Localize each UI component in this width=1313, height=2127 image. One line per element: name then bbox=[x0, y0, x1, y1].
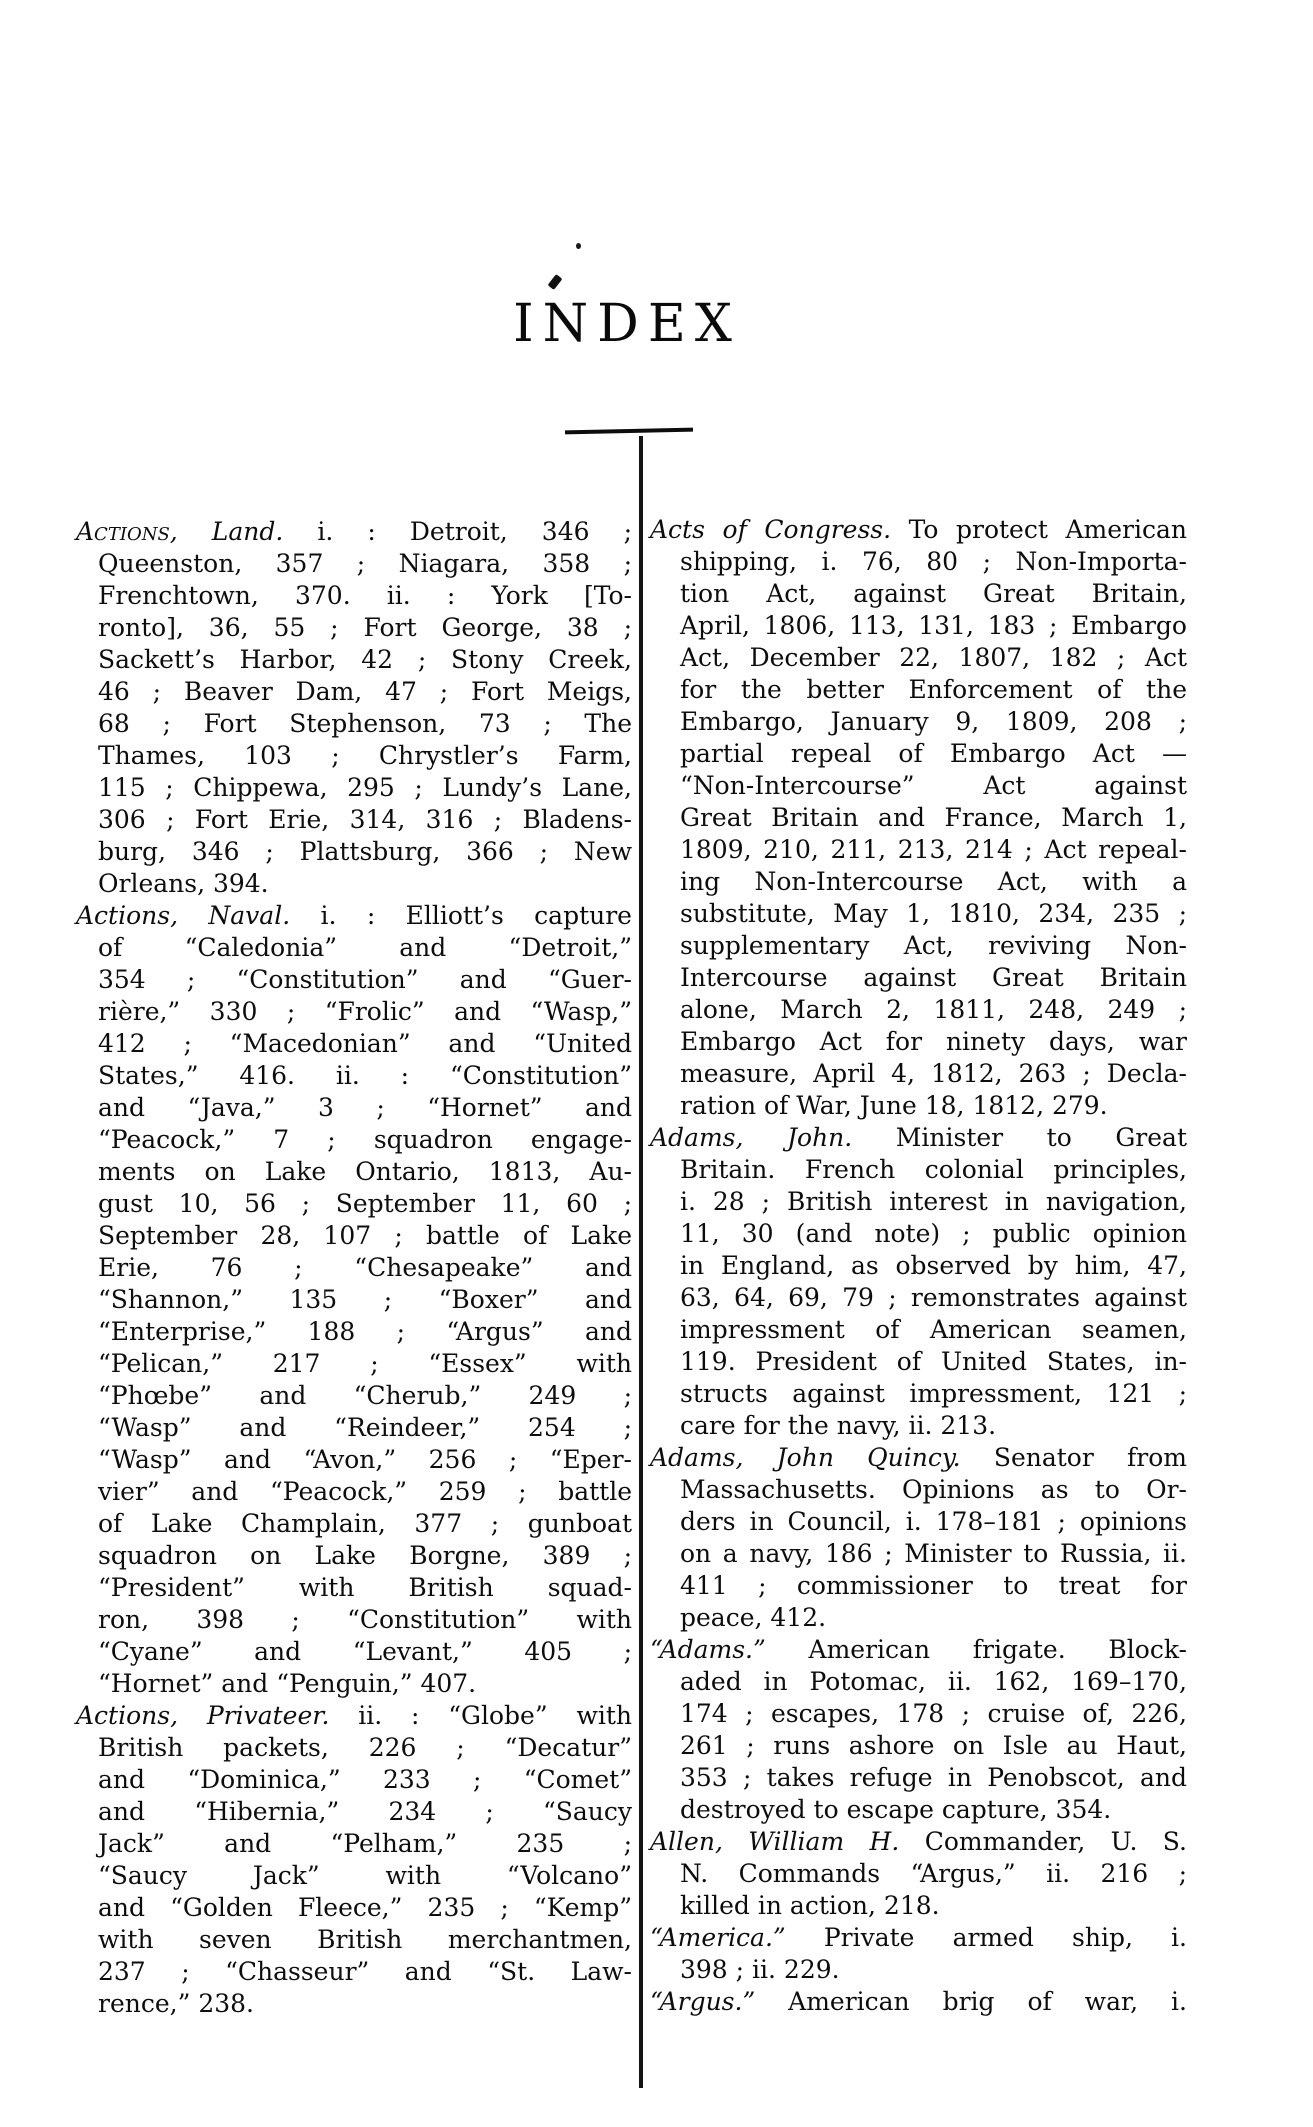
index-line: aded in Potomac, ii. 162, 169–170, bbox=[680, 1667, 1187, 1696]
index-line: rière,” 330 ; “Frolic” and “Wasp,” bbox=[98, 997, 632, 1026]
index-line: ing Non-Intercourse Act, with a bbox=[680, 867, 1187, 896]
index-line: for the better Enforcement of the bbox=[680, 675, 1187, 704]
index-line: and “Hibernia,” 234 ; “Saucy bbox=[98, 1797, 632, 1826]
index-line: ration of War, June 18, 1812, 279. bbox=[680, 1091, 1108, 1120]
index-line: “Non-Intercourse” Act against bbox=[680, 771, 1187, 800]
index-line: British packets, 226 ; “Decatur” bbox=[98, 1733, 632, 1762]
entry-headword: Allen, William H. bbox=[650, 1827, 900, 1856]
index-line: squadron on Lake Borgne, 389 ; bbox=[98, 1541, 632, 1570]
index-line: States,” 416. ii. : “Constitution” bbox=[98, 1061, 632, 1090]
index-entry bbox=[76, 900, 632, 1700]
index-line: ron, 398 ; “Constitution” with bbox=[98, 1605, 632, 1634]
index-line: “America.” Private armed ship, i. bbox=[650, 1923, 1187, 1952]
index-line: 11, 30 (and note) ; public opinion bbox=[680, 1219, 1187, 1248]
index-line: “Shannon,” 135 ; “Boxer” and bbox=[98, 1285, 632, 1314]
page-title: INDEX bbox=[513, 294, 741, 354]
index-entry bbox=[650, 1826, 1187, 1922]
index-line: measure, April 4, 1812, 263 ; Decla- bbox=[680, 1059, 1187, 1088]
index-line: ronto], 36, 55 ; Fort George, 38 ; bbox=[98, 613, 632, 642]
index-line: peace, 412. bbox=[680, 1603, 827, 1632]
index-line: Acts of Congress. To protect American bbox=[650, 515, 1187, 544]
index-line: Thames, 103 ; Chrystler’s Farm, bbox=[98, 741, 632, 770]
index-line: gust 10, 56 ; September 11, 60 ; bbox=[98, 1189, 632, 1218]
entry-headword: “Adams.” bbox=[650, 1635, 766, 1664]
index-column-right bbox=[650, 514, 1187, 2018]
index-line: Actions, Privateer. ii. : “Globe” with bbox=[76, 1701, 632, 1730]
index-line: alone, March 2, 1811, 248, 249 ; bbox=[680, 995, 1187, 1024]
entry-headword: Actions, Privateer. bbox=[76, 1701, 330, 1730]
scan-speck-dot bbox=[576, 243, 581, 249]
index-line: “Wasp” and “Reindeer,” 254 ; bbox=[98, 1413, 632, 1442]
index-entry bbox=[650, 1122, 1187, 1442]
index-entry bbox=[76, 516, 632, 900]
index-line: September 28, 107 ; battle of Lake bbox=[98, 1221, 632, 1250]
index-line: April, 1806, 113, 131, 183 ; Embargo bbox=[680, 611, 1187, 640]
index-line: Actions, Land. i. : Detroit, 346 ; bbox=[76, 517, 632, 546]
index-entry bbox=[650, 514, 1187, 1122]
index-entry bbox=[650, 1442, 1187, 1634]
index-line: Actions, Naval. i. : Elliott’s capture bbox=[76, 901, 632, 930]
index-line: burg, 346 ; Plattsburg, 366 ; New bbox=[98, 837, 632, 866]
index-entry bbox=[650, 1986, 1187, 2018]
index-line: 119. President of United States, in- bbox=[680, 1347, 1187, 1376]
entry-headword: Actions, Naval. bbox=[76, 901, 291, 930]
index-column-left bbox=[76, 516, 632, 2020]
index-line: structs against impressment, 121 ; bbox=[680, 1379, 1187, 1408]
entry-headword: Actions, bbox=[76, 517, 178, 546]
index-line: “President” with British squad- bbox=[98, 1573, 632, 1602]
index-line: partial repeal of Embargo Act — bbox=[680, 739, 1187, 768]
index-line: with seven British merchantmen, bbox=[98, 1925, 632, 1954]
index-line: “Peacock,” 7 ; squadron engage- bbox=[98, 1125, 632, 1154]
index-line: 412 ; “Macedonian” and “United bbox=[98, 1029, 632, 1058]
index-line: Orleans, 394. bbox=[98, 869, 269, 898]
index-line: Act, December 22, 1807, 182 ; Act bbox=[680, 643, 1187, 672]
index-line: 398 ; ii. 229. bbox=[680, 1955, 840, 1984]
index-line: 1809, 210, 211, 213, 214 ; Act repeal- bbox=[680, 835, 1187, 864]
index-line: impressment of American seamen, bbox=[680, 1315, 1187, 1344]
index-line: and “Golden Fleece,” 235 ; “Kemp” bbox=[98, 1893, 632, 1922]
entry-headword: Land. bbox=[211, 517, 284, 546]
index-line: 261 ; runs ashore on Isle au Haut, bbox=[680, 1731, 1187, 1760]
index-line: 174 ; escapes, 178 ; cruise of, 226, bbox=[680, 1699, 1187, 1728]
index-entry bbox=[650, 1634, 1187, 1826]
index-line: Intercourse against Great Britain bbox=[680, 963, 1187, 992]
index-line: and “Java,” 3 ; “Hornet” and bbox=[98, 1093, 632, 1122]
index-line: destroyed to escape capture, 354. bbox=[680, 1795, 1112, 1824]
title-divider-rule bbox=[565, 428, 693, 435]
index-line: “Saucy Jack” with “Volcano” bbox=[98, 1861, 632, 1890]
index-line: “Enterprise,” 188 ; “Argus” and bbox=[98, 1317, 632, 1346]
index-line: 411 ; commissioner to treat for bbox=[680, 1571, 1187, 1600]
index-line: 353 ; takes refuge in Penobscot, and bbox=[680, 1763, 1187, 1792]
index-line: Adams, John. Minister to Great bbox=[650, 1123, 1187, 1152]
index-line: “Pelican,” 217 ; “Essex” with bbox=[98, 1349, 632, 1378]
index-line: vier” and “Peacock,” 259 ; battle bbox=[98, 1477, 632, 1506]
index-line: substitute, May 1, 1810, 234, 235 ; bbox=[680, 899, 1187, 928]
scan-speck-tick bbox=[548, 274, 563, 290]
index-line: 237 ; “Chasseur” and “St. Law- bbox=[98, 1957, 632, 1986]
index-line: Erie, 76 ; “Chesapeake” and bbox=[98, 1253, 632, 1282]
index-line: supplementary Act, reviving Non- bbox=[680, 931, 1187, 960]
column-divider-rule bbox=[639, 436, 643, 2088]
index-line: and “Dominica,” 233 ; “Comet” bbox=[98, 1765, 632, 1794]
index-line: of “Caledonia” and “Detroit,” bbox=[98, 933, 632, 962]
index-line: of Lake Champlain, 377 ; gunboat bbox=[98, 1509, 632, 1538]
index-entry bbox=[650, 1922, 1187, 1986]
index-line: “Cyane” and “Levant,” 405 ; bbox=[98, 1637, 632, 1666]
index-line: “Argus.” American brig of war, i. bbox=[650, 1987, 1187, 2016]
index-line: 46 ; Beaver Dam, 47 ; Fort Meigs, bbox=[98, 677, 632, 706]
index-line: care for the navy, ii. 213. bbox=[680, 1411, 997, 1440]
index-line: Allen, William H. Commander, U. S. bbox=[650, 1827, 1187, 1856]
index-line: 354 ; “Constitution” and “Guer- bbox=[98, 965, 632, 994]
index-line: Sackett’s Harbor, 42 ; Stony Creek, bbox=[98, 645, 632, 674]
index-line: Great Britain and France, March 1, bbox=[680, 803, 1187, 832]
index-line: Jack” and “Pelham,” 235 ; bbox=[98, 1829, 632, 1858]
index-entry bbox=[76, 1700, 632, 2020]
index-line: rence,” 238. bbox=[98, 1989, 254, 2018]
index-line: tion Act, against Great Britain, bbox=[680, 579, 1187, 608]
index-line: on a navy, 186 ; Minister to Russia, ii. bbox=[680, 1539, 1187, 1568]
index-line: “Phœbe” and “Cherub,” 249 ; bbox=[98, 1381, 632, 1410]
index-line: ders in Council, i. 178–181 ; opinions bbox=[680, 1507, 1187, 1536]
index-line: N. Commands “Argus,” ii. 216 ; bbox=[680, 1859, 1187, 1888]
index-line: 306 ; Fort Erie, 314, 316 ; Bladens- bbox=[98, 805, 632, 834]
entry-headword: Acts of Congress. bbox=[650, 515, 892, 544]
index-line: Adams, John Quincy. Senator from bbox=[650, 1443, 1187, 1472]
entry-headword: Adams, John. bbox=[650, 1123, 853, 1152]
index-line: Embargo Act for ninety days, war bbox=[680, 1027, 1187, 1056]
index-line: Queenston, 357 ; Niagara, 358 ; bbox=[98, 549, 632, 578]
index-line: 68 ; Fort Stephenson, 73 ; The bbox=[98, 709, 632, 738]
index-line: 115 ; Chippewa, 295 ; Lundy’s Lane, bbox=[98, 773, 632, 802]
index-line: Britain. French colonial principles, bbox=[680, 1155, 1187, 1184]
index-line: Massachusetts. Opinions as to Or- bbox=[680, 1475, 1187, 1504]
entry-headword: Adams, John Quincy. bbox=[650, 1443, 961, 1472]
index-line: “Adams.” American frigate. Block- bbox=[650, 1635, 1187, 1664]
entry-headword: “America.” bbox=[650, 1923, 786, 1952]
index-line: shipping, i. 76, 80 ; Non-Importa- bbox=[680, 547, 1187, 576]
index-line: in England, as observed by him, 47, bbox=[680, 1251, 1187, 1280]
index-line: Embargo, January 9, 1809, 208 ; bbox=[680, 707, 1187, 736]
entry-headword: “Argus.” bbox=[650, 1987, 756, 2016]
index-line: killed in action, 218. bbox=[680, 1891, 940, 1920]
index-line: i. 28 ; British interest in navigation, bbox=[680, 1187, 1187, 1216]
index-line: ments on Lake Ontario, 1813, Au- bbox=[98, 1157, 632, 1186]
index-line: Frenchtown, 370. ii. : York [To- bbox=[98, 581, 632, 610]
index-line: “Wasp” and “Avon,” 256 ; “Eper- bbox=[98, 1445, 632, 1474]
index-line: 63, 64, 69, 79 ; remonstrates against bbox=[680, 1283, 1187, 1312]
index-line: “Hornet” and “Penguin,” 407. bbox=[98, 1669, 477, 1698]
